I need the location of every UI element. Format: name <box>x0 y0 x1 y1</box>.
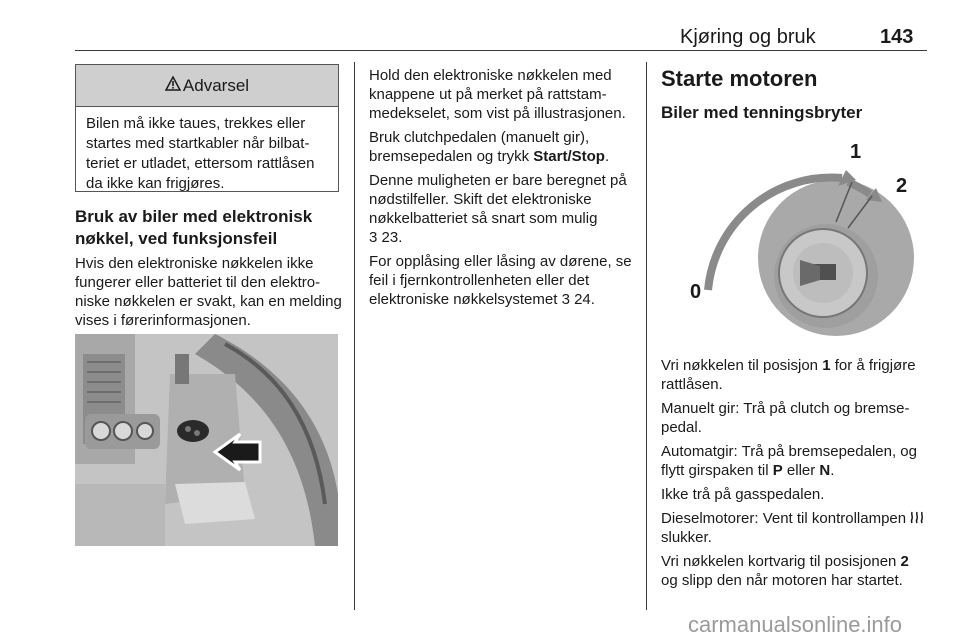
text-segment: Automatgir: Trå på bremsepedalen, og flytt girspaken til <box>661 443 917 479</box>
text-segment: . <box>604 148 610 165</box>
paragraph-turn-to-1 <box>661 356 929 394</box>
paragraph-no-gas: Ikke trå på gasspedalen. <box>661 486 825 503</box>
warning-icon <box>165 76 181 96</box>
paragraph-press-start <box>369 128 637 166</box>
paragraph-diesel <box>661 509 929 547</box>
position-number: 1 <box>822 357 831 374</box>
gear-letter: P <box>772 462 783 479</box>
header-rule <box>75 50 927 51</box>
text-segment: for å frigjøre rattlåsen. <box>661 357 916 393</box>
paragraph-emergency <box>369 171 637 247</box>
page-reference-link[interactable]: 3 24. <box>561 291 595 308</box>
text-segment: Vri nøkkelen til posisjon <box>661 357 823 374</box>
gear-letter: N <box>819 462 831 479</box>
ignition-switch-diagram <box>660 130 926 342</box>
text-segment: eller <box>782 462 820 479</box>
section-heading-electronic-key: Bruk av biler med elektronisk nøkkel, ved funksjonsfeil <box>75 207 313 248</box>
glow-plug-icon <box>910 510 924 527</box>
warning-title: Advarsel <box>182 75 250 95</box>
paragraph-hold-key: Hold den elektroniske nøkkelen med knappene ut på merket på rattstammedekselet, som vist på illustrasjonen. <box>369 67 626 122</box>
text-segment: Vri nøkkelen kortvarig til posisjonen <box>661 553 901 570</box>
page-number: 143 <box>880 26 914 48</box>
paragraph-unlocking <box>369 252 637 309</box>
column-divider-right <box>646 62 647 610</box>
section-title-start-engine: Starte motoren <box>661 66 818 91</box>
section-subtitle-ignition: Biler med tenningsbryter <box>661 103 863 122</box>
position-label-0: 0 <box>690 281 702 303</box>
text-segment: Denne muligheten er bare beregnet på nødstilfeller. Skift det elektroniske nøkkelbatteriet så snart som mulig <box>369 172 627 227</box>
text-segment: . <box>830 462 835 479</box>
warning-box <box>75 64 339 192</box>
key-position-photo <box>75 334 338 546</box>
right-column-text <box>661 356 929 595</box>
page-header-title: Kjøring og bruk <box>680 26 816 48</box>
text-segment: og slipp den når motoren har startet. <box>661 572 903 589</box>
paragraph-turn-to-2 <box>661 552 929 590</box>
paragraph-electronic-key: Hvis den elektroniske nøkkelen ikke fungerer eller batteriet til den elektroniske nøkkelen er svakt, kan en melding vises i førerinformasjonen. <box>75 255 342 329</box>
position-label-1: 1 <box>850 141 862 163</box>
column-divider-left <box>354 62 355 610</box>
text-segment: slukker. <box>661 529 712 546</box>
start-stop-label: Start/Stop <box>533 148 605 165</box>
text-segment: Dieselmotorer: Vent til kontrollampen <box>661 510 911 527</box>
paragraph-automatic-gear <box>661 442 929 480</box>
page-reference-link[interactable]: 3 23. <box>369 229 403 246</box>
position-label-2: 2 <box>896 175 908 197</box>
paragraph-manual-gear: Manuelt gir: Trå på clutch og bremsepedal. <box>661 400 910 436</box>
text-segment: For opplåsing eller låsing av dørene, se feil i fjernkontrollenheten eller det elektroniske nøkkelsystemet <box>369 253 632 308</box>
watermark: carmanualsonline.info <box>688 612 903 637</box>
warning-header <box>76 65 338 107</box>
position-number: 2 <box>900 553 909 570</box>
warning-text: Bilen må ikke taues, trekkes eller startes med startkabler når bilbatteriet er utladet, ettersom rattlåsen da ikke kan frigjøres. <box>86 115 315 192</box>
middle-column-text <box>369 66 637 314</box>
text-segment: Bruk clutchpedalen (manuelt gir), bremsepedalen og trykk <box>369 129 590 165</box>
